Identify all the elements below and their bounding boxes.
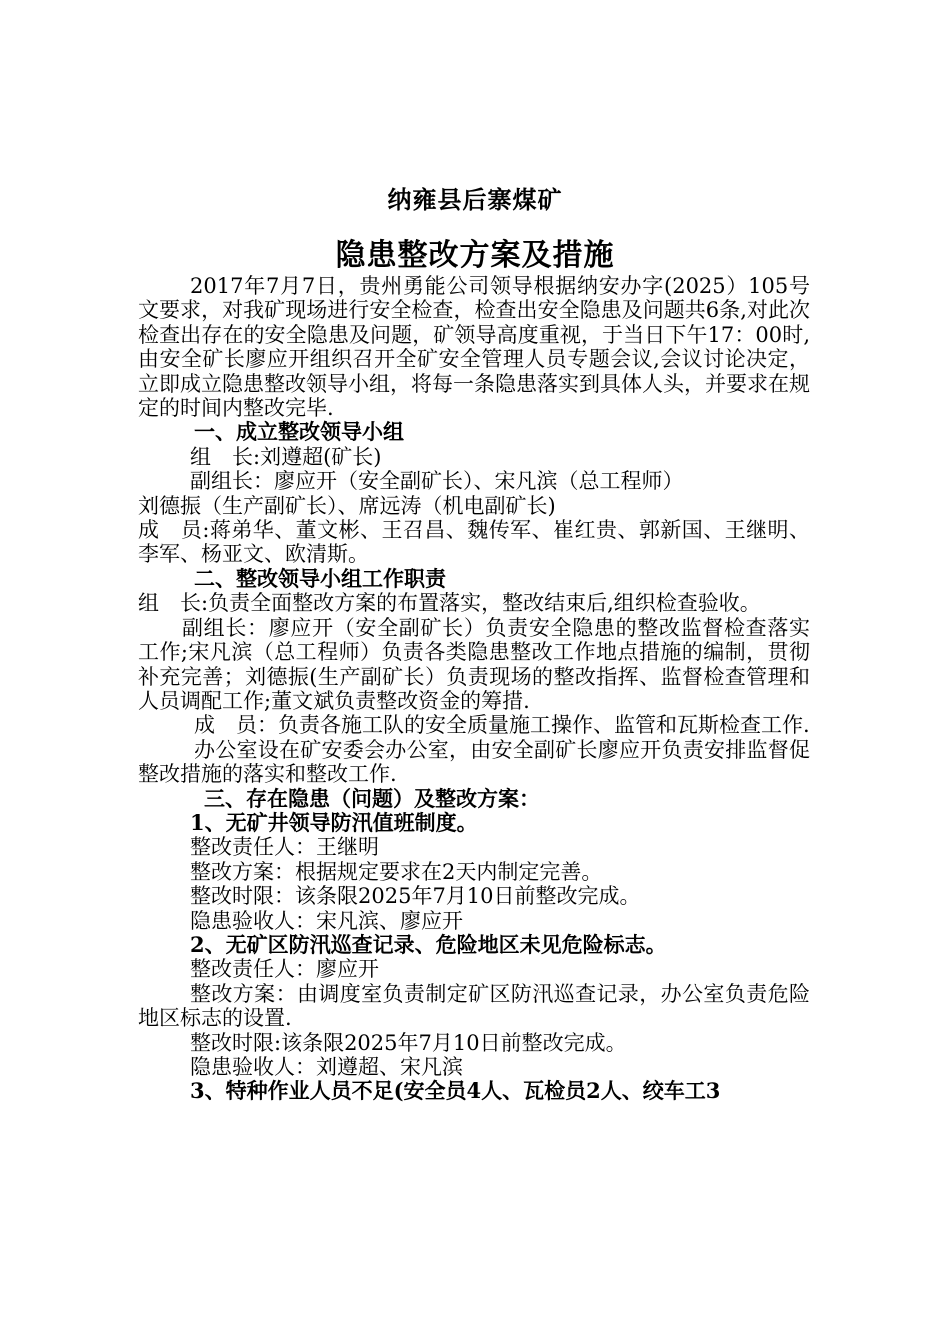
problem-2-responsible: 整改责任人：廖应开	[190, 957, 379, 982]
problem-1-acceptor: 隐患验收人：宋凡滨、廖应开	[190, 908, 463, 933]
section-1-deputy: 副组长：廖应开（安全副矿长）、宋凡滨（总工程师）	[190, 469, 684, 494]
section-1-leader: 组 长:刘遵超(矿长)	[190, 444, 382, 469]
section-1-deputy-cont: 刘德振（生产副矿长）、席远涛（机电副矿长)	[138, 493, 556, 518]
problem-2-title: 2、无矿区防汛巡查记录、危险地区未见危险标志。	[190, 931, 667, 957]
problem-1-title: 1、无矿井领导防汛值班制度。	[190, 809, 478, 835]
problem-1-responsible: 整改责任人：王继明	[190, 835, 379, 860]
section-2-heading: 二、整改领导小组工作职责	[194, 565, 446, 591]
document-subtitle: 隐患整改方案及措施	[335, 238, 615, 273]
section-2-office: 办公室设在矿安委会办公室，由安全副矿长廖应开负责安排监督促整改措施的落实和整改工作.	[138, 737, 810, 787]
problem-2-deadline: 整改时限:该条限2025年7月10日前整改完成。	[190, 1030, 627, 1055]
document-body	[138, 274, 810, 1104]
section-1-heading: 一、成立整改领导小组	[194, 419, 404, 445]
problem-1-deadline: 整改时限：该条限2025年7月10日前整改完成。	[190, 884, 641, 909]
section-2-deputy: 副组长：廖应开（安全副矿长）负责安全隐患的整改监督检查落实工作;宋凡滨（总工程师）负责各类隐患整改工作地点措施的编制，贯彻补充完善；刘德振(生产副矿长）负责现场的整改指挥、监督检查管理和人员调配工作;董文斌负责整改资金的筹措.	[138, 615, 810, 713]
section-3-heading: 三、存在隐患（问题）及整改方案：	[204, 785, 540, 811]
problem-2-plan: 整改方案：由调度室负责制定矿区防汛巡查记录，办公室负责危险地区标志的设置.	[138, 981, 810, 1031]
problem-1-plan: 整改方案：根据规定要求在2天内制定完善。	[190, 859, 603, 884]
section-2-members: 成 员：负责各施工队的安全质量施工操作、监管和瓦斯检查工作.	[194, 713, 810, 738]
section-1-members: 成 员:蒋弟华、董文彬、王召昌、魏传军、崔红贵、郭新国、王继明、李军、杨亚文、欧清斯。	[138, 518, 810, 567]
problem-2-acceptor: 隐患验收人：刘遵超、宋凡滨	[190, 1055, 463, 1079]
problem-3-title: 3、特种作业人员不足(安全员4人、瓦检员2人、绞车工3	[190, 1078, 721, 1104]
section-2-leader: 组 长:负责全面整改方案的布置落实，整改结束后,组织检查验收。	[138, 591, 761, 616]
intro-paragraph: 2017年7月7日，贵州勇能公司领导根据纳安办字(2025）105号文要求，对我矿现场进行安全检查，检查出安全隐患及问题共6条,对此次检查出存在的安全隐患及问题，矿领导高度重视，于当日下午17：00时,由安全矿长廖应开组织召开全矿安全管理人员专题会议,会议讨论决定，立即成立隐患整改领导小组，将每一条隐患落实到具体人头，并要求在规定的时间内整改完毕.	[138, 274, 810, 421]
document-title: 纳雍县后寨煤矿	[387, 185, 563, 214]
